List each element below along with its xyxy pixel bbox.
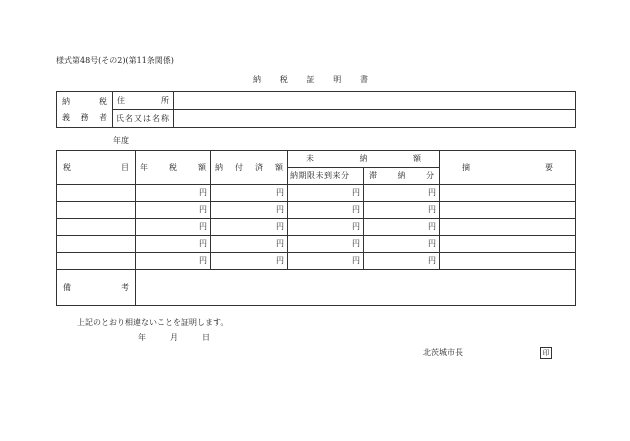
not-yet-due-cell[interactable]: 円 bbox=[288, 219, 364, 236]
not-yet-due-cell[interactable]: 円 bbox=[288, 202, 364, 219]
taxpayer-table bbox=[56, 91, 576, 128]
table-row bbox=[57, 185, 576, 202]
taxpayer-label-cell bbox=[57, 92, 113, 128]
table-row bbox=[57, 236, 576, 253]
table-row bbox=[57, 202, 576, 219]
tax-certificate-table bbox=[56, 150, 576, 306]
tax-item-cell[interactable] bbox=[57, 253, 136, 270]
paid-amount-cell[interactable]: 円 bbox=[211, 253, 288, 270]
notes-field[interactable] bbox=[136, 270, 576, 306]
certification-text: 上記のとおり相違ないことを証明します。 bbox=[77, 318, 229, 327]
tax-item-cell[interactable] bbox=[57, 219, 136, 236]
annual-tax-cell[interactable]: 円 bbox=[136, 253, 211, 270]
remarks-header: 摘 要 bbox=[440, 151, 576, 185]
address-label-cell bbox=[113, 92, 174, 110]
title-char: 税 bbox=[279, 75, 288, 84]
paid-amount-cell[interactable]: 円 bbox=[211, 236, 288, 253]
notes-row bbox=[57, 270, 576, 306]
annual-tax-cell[interactable]: 円 bbox=[136, 219, 211, 236]
overdue-cell[interactable]: 円 bbox=[364, 253, 440, 270]
tax-item-header: 税 目 bbox=[57, 151, 136, 185]
year-char: 年 bbox=[138, 333, 146, 342]
remarks-cell[interactable] bbox=[440, 236, 576, 253]
table-row bbox=[57, 253, 576, 270]
fiscal-year-label: 年度 bbox=[113, 136, 129, 145]
notes-label-cell: 備 考 bbox=[57, 270, 136, 306]
remarks-cell[interactable] bbox=[440, 219, 576, 236]
paid-amount-cell[interactable]: 円 bbox=[211, 202, 288, 219]
name-label: 氏名又は名称 bbox=[116, 113, 170, 123]
month-char: 月 bbox=[170, 333, 178, 342]
document-title bbox=[253, 75, 368, 85]
day-char: 日 bbox=[202, 333, 210, 342]
paid-amount-cell[interactable]: 円 bbox=[211, 185, 288, 202]
title-char: 書 bbox=[360, 75, 368, 84]
not-yet-due-cell[interactable]: 円 bbox=[288, 253, 364, 270]
paid-amount-cell[interactable]: 円 bbox=[211, 219, 288, 236]
title-char: 納 bbox=[253, 75, 261, 84]
title-char: 明 bbox=[333, 75, 342, 84]
annual-tax-header: 年 税 額 bbox=[136, 151, 211, 185]
remarks-cell[interactable] bbox=[440, 253, 576, 270]
overdue-header: 滞 納 分 bbox=[364, 168, 440, 185]
tax-item-cell[interactable] bbox=[57, 202, 136, 219]
paid-amount-header: 納 付 済 額 bbox=[211, 151, 288, 185]
tax-item-cell[interactable] bbox=[57, 236, 136, 253]
not-yet-due-cell[interactable]: 円 bbox=[288, 236, 364, 253]
annual-tax-cell[interactable]: 円 bbox=[136, 236, 211, 253]
title-char: 証 bbox=[306, 75, 315, 84]
overdue-cell[interactable]: 円 bbox=[364, 236, 440, 253]
not-yet-due-header: 納期限未到来分 bbox=[288, 168, 364, 185]
annual-tax-cell[interactable]: 円 bbox=[136, 185, 211, 202]
tax-item-cell[interactable] bbox=[57, 185, 136, 202]
table-row bbox=[57, 219, 576, 236]
name-field[interactable] bbox=[174, 110, 576, 128]
form-number: 様式第48号(その2)(第11条関係) bbox=[56, 56, 174, 65]
name-label-cell bbox=[113, 110, 174, 128]
taxpayer-label-line2: 義 務 者 bbox=[62, 112, 107, 122]
overdue-cell[interactable]: 円 bbox=[364, 202, 440, 219]
remarks-cell[interactable] bbox=[440, 185, 576, 202]
seal-mark: 印 bbox=[540, 347, 552, 359]
issuer-name: 北茨城市長 bbox=[423, 348, 463, 357]
not-yet-due-cell[interactable]: 円 bbox=[288, 185, 364, 202]
annual-tax-cell[interactable]: 円 bbox=[136, 202, 211, 219]
date-line bbox=[138, 333, 210, 343]
remarks-cell[interactable] bbox=[440, 202, 576, 219]
address-label: 住 所 bbox=[117, 95, 169, 105]
taxpayer-label-line1: 納 税 bbox=[62, 96, 107, 106]
overdue-cell[interactable]: 円 bbox=[364, 185, 440, 202]
overdue-cell[interactable]: 円 bbox=[364, 219, 440, 236]
address-field[interactable] bbox=[174, 92, 576, 110]
unpaid-amount-header: 未 納 額 bbox=[288, 151, 440, 168]
